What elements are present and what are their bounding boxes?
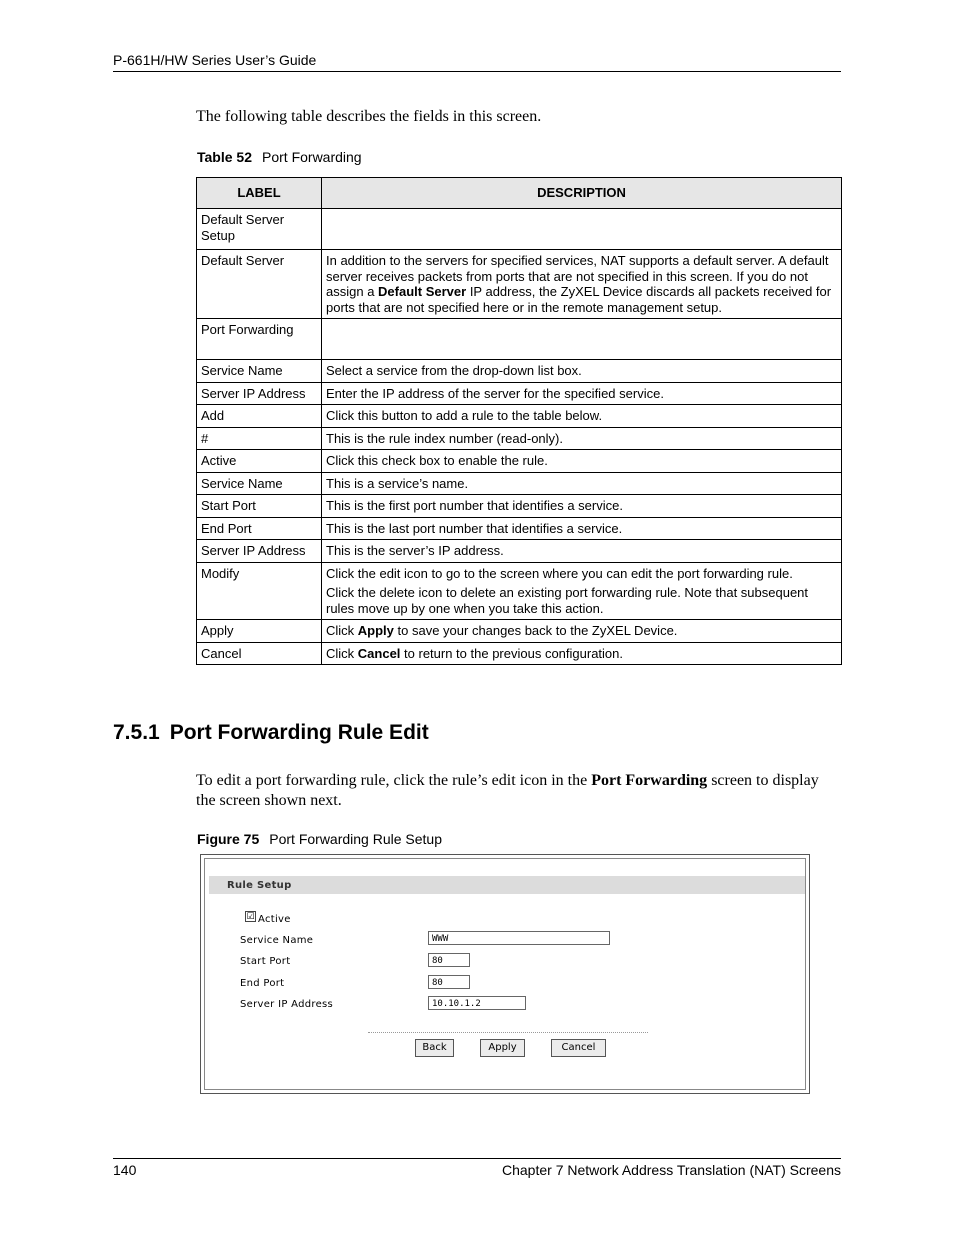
row-description: [322, 495, 842, 518]
table-row: [197, 319, 842, 360]
section-number: 7.5.1: [113, 721, 160, 744]
text-run: Click the delete icon to delete an existing port forwarding rule. Note that subsequent rules move up by one when you take this action.: [326, 585, 809, 616]
row-description: [322, 360, 842, 383]
table-caption-number: Table 52: [197, 149, 252, 165]
row-label: Default Server: [197, 250, 322, 319]
rule-setup-screenshot: [200, 854, 810, 1094]
text-run: Enter the IP address of the server for the specified service.: [326, 385, 664, 401]
intro-text: The following table describes the fields in this screen.: [196, 108, 542, 125]
bold-term: Port Forwarding: [591, 772, 708, 789]
text-run: to save your changes back to the ZyXEL Device.: [393, 623, 678, 638]
description-paragraph: [326, 543, 837, 559]
service-name-input[interactable]: WWW: [428, 931, 610, 945]
description-paragraph: [326, 498, 837, 514]
rule-setup-title: Rule Setup: [227, 880, 292, 891]
table-header-row: [197, 178, 842, 209]
description-paragraph: [326, 566, 837, 582]
text-run: Click: [326, 645, 358, 661]
row-label: Add: [197, 405, 322, 428]
page-number: 140: [113, 1162, 137, 1178]
row-description: [322, 450, 842, 473]
row-label: Modify: [197, 562, 322, 620]
row-label: Apply: [197, 620, 322, 643]
description-paragraph: [326, 453, 837, 469]
table-row: [197, 382, 842, 405]
table-row: [197, 405, 842, 428]
row-label: Cancel: [197, 642, 322, 665]
row-label: Active: [197, 450, 322, 473]
row-label: Service Name: [197, 360, 322, 383]
row-description: [322, 405, 842, 428]
text-run: This is a service’s name.: [326, 475, 469, 491]
text-run: This is the server’s IP address.: [326, 543, 504, 558]
rule-setup-panel: [204, 858, 806, 1090]
table-row: [197, 620, 842, 643]
active-label: Active: [258, 914, 291, 925]
row-label: Default Server Setup: [197, 209, 322, 250]
start-port-label: Start Port: [240, 956, 291, 967]
column-header-label: LABEL: [197, 178, 322, 209]
section-title: [113, 721, 439, 745]
description-paragraph: [326, 646, 837, 662]
back-button[interactable]: Back: [415, 1039, 454, 1057]
table-row: [197, 562, 842, 620]
description-paragraph: [326, 623, 837, 639]
bold-term: Apply: [357, 623, 394, 638]
figure-caption: [197, 831, 442, 847]
table-caption-title: Port Forwarding: [262, 149, 362, 165]
row-description: [322, 382, 842, 405]
description-paragraph: [326, 253, 837, 315]
row-label: Service Name: [197, 472, 322, 495]
chapter-title: Chapter 7 Network Address Translation (NAT) Screens: [502, 1162, 841, 1178]
table-row: [197, 472, 842, 495]
section-paragraph: [196, 771, 836, 811]
text-run: This is the first port number that identifies a service.: [326, 498, 623, 513]
text-run: Click the edit icon to go to the screen where you can edit the port forwarding rule.: [326, 565, 793, 581]
text-run: screen to display the screen shown next.: [196, 772, 819, 809]
text-run: Click this check box to enable the rule.: [326, 453, 548, 468]
text-run: This is the last port number that identifies a service.: [326, 520, 623, 536]
figure-caption-number: Figure 75: [197, 831, 260, 847]
apply-button[interactable]: Apply: [480, 1039, 525, 1057]
active-checkbox[interactable]: ☑: [246, 911, 255, 921]
row-description: [322, 517, 842, 540]
description-paragraph: [326, 363, 837, 379]
end-port-label: End Port: [240, 978, 285, 989]
row-description: [322, 472, 842, 495]
row-description: [322, 540, 842, 563]
row-description: [322, 250, 842, 319]
text-run: In addition to the servers for specified services, NAT supports a default server. A default server receives packets from ports that are not specified in this screen. If you do not assign a: [326, 253, 829, 299]
text-run: Click: [326, 623, 358, 638]
server-ip-label: Server IP Address: [240, 999, 334, 1010]
text-run: Click this button to add a rule to the table below.: [326, 408, 603, 423]
text-run: To edit a port forwarding rule, click the rule’s edit icon in the: [196, 772, 592, 789]
header-rule: [113, 71, 841, 72]
row-description: [322, 620, 842, 643]
row-label: End Port: [197, 517, 322, 540]
text-run: IP address, the ZyXEL Device discards all packets received for ports that are not specified here or in the remote management setup.: [326, 284, 832, 315]
bold-term: Cancel: [357, 645, 401, 661]
description-paragraph: [326, 521, 837, 537]
row-description: [322, 319, 842, 360]
table-row: [197, 209, 842, 250]
table-caption: [197, 149, 362, 165]
description-paragraph: [326, 476, 837, 492]
table-row: [197, 360, 842, 383]
start-port-input[interactable]: 80: [428, 953, 470, 967]
port-forwarding-table: [196, 177, 842, 665]
table-row: [197, 540, 842, 563]
button-divider: [368, 1032, 648, 1033]
table-row: [197, 250, 842, 319]
bold-term: Default Server: [378, 284, 467, 299]
description-paragraph: [326, 408, 837, 424]
description-paragraph: [326, 585, 837, 616]
table-row: [197, 495, 842, 518]
row-description: [322, 209, 842, 250]
table-row: [197, 517, 842, 540]
row-label: Start Port: [197, 495, 322, 518]
row-label: Server IP Address: [197, 540, 322, 563]
row-label: Server IP Address: [197, 382, 322, 405]
section-title-text: Port Forwarding Rule Edit: [169, 721, 429, 744]
table-row: [197, 450, 842, 473]
row-label: Port Forwarding: [197, 319, 322, 360]
row-description: [322, 562, 842, 620]
text-run: to return to the previous configuration.: [400, 645, 623, 661]
text-run: This is the rule index number (read-only).: [326, 430, 563, 446]
service-name-label: Service Name: [240, 935, 314, 946]
running-header: P-661H/HW Series User’s Guide: [113, 52, 317, 68]
table-row: [197, 427, 842, 450]
rule-setup-title-bar: [209, 876, 805, 894]
row-label: #: [197, 427, 322, 450]
text-run: Select a service from the drop-down list box.: [326, 363, 582, 378]
figure-caption-title: Port Forwarding Rule Setup: [269, 831, 443, 847]
end-port-input[interactable]: 80: [428, 975, 470, 989]
column-header-description: DESCRIPTION: [322, 178, 842, 209]
description-paragraph: [326, 431, 837, 447]
server-ip-input[interactable]: 10.10.1.2: [428, 996, 526, 1010]
footer-rule: [113, 1158, 841, 1159]
table-row: [197, 642, 842, 665]
row-description: [322, 427, 842, 450]
row-description: [322, 642, 842, 665]
cancel-button[interactable]: Cancel: [551, 1039, 606, 1057]
description-paragraph: [326, 386, 837, 402]
